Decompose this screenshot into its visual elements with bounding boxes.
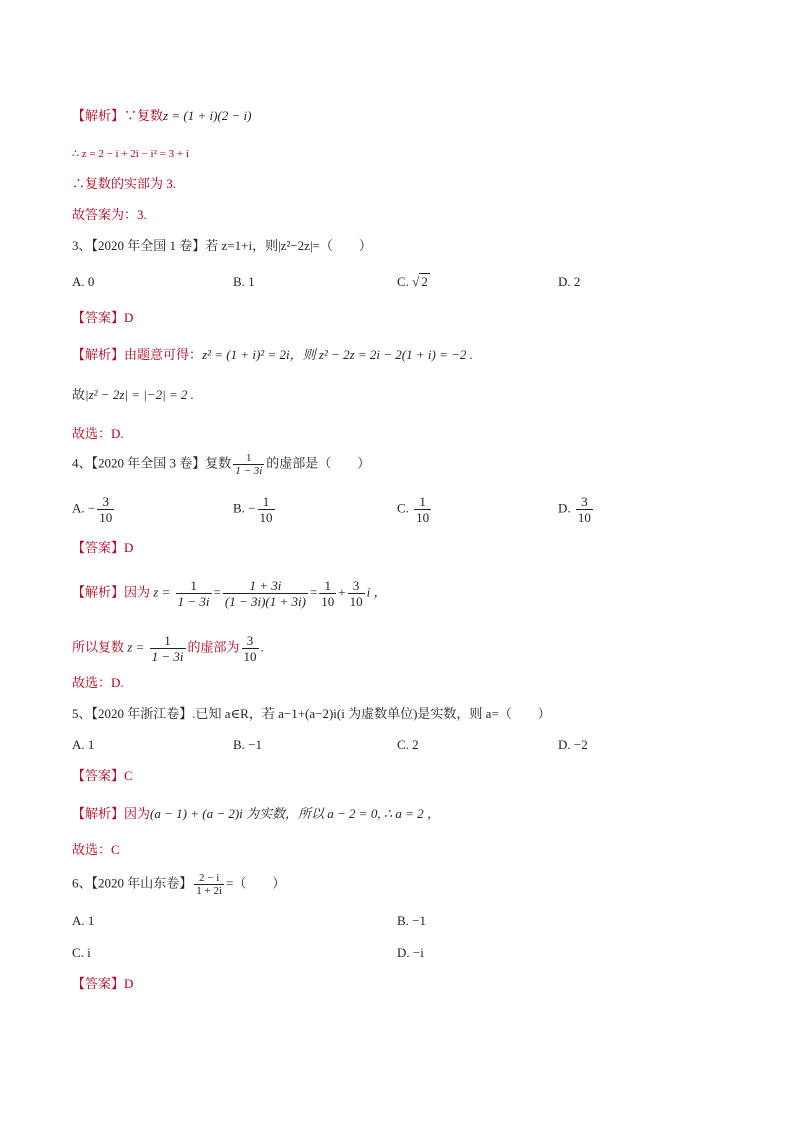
fraction: $\frac{1}{10}$ <box>259 494 273 525</box>
solution-conclusion: 故选：D. <box>72 675 124 690</box>
option-a: A. 1 <box>72 737 95 752</box>
fraction: $\frac{3}{10}$ <box>99 494 113 525</box>
fraction: $\frac{1}{1 - 3i}$ <box>151 633 184 664</box>
sqrt-symbol: √ 2 <box>412 274 428 289</box>
fraction: $\frac{1 + 3i}{(1 - 3i)(1 + 3i)}$ <box>224 578 306 609</box>
answer-line: 【答案】D <box>72 540 134 555</box>
question-3-stem: 3、【2020 年全国 1 卷】若 z=1+i，则|z²−2z|=（ ） <box>72 238 372 253</box>
fraction: $\frac{1}{10}$ <box>416 494 430 525</box>
option-c: C. √ 2 <box>397 272 430 292</box>
question-source-tag: 【2020 年全国 3 卷】 <box>91 455 206 471</box>
answer-value: C <box>124 768 133 783</box>
answer-line: 【答案】D <box>72 976 134 991</box>
option-b: B. 1 <box>233 274 255 289</box>
fraction: $\frac{3}{10}$ <box>243 633 257 664</box>
solution-line: 【解析】因为(a − 1) + (a − 2)i 为实数，所以 a − 2 = 0, ∴ a = 2 ， <box>72 806 440 821</box>
option-c: C. i <box>72 945 91 960</box>
solution-conclusion: 故选：D. <box>72 426 124 441</box>
option-b: B. −1 <box>397 913 427 928</box>
question-source-tag: 【2020 年山东卷】 <box>91 875 193 891</box>
solution-line: 故|z² − 2z| = |−2| = 2 . <box>72 387 194 402</box>
solution-line: ∴复数的实部为 3. <box>72 176 177 191</box>
question-source-tag: 【2020 年全国 1 卷】 <box>91 238 206 253</box>
question-source-tag: 【2020 年浙江卷】 <box>91 706 193 721</box>
option-d: D. 2 <box>558 274 581 289</box>
fraction: $\frac{1}{10}$ <box>321 578 335 609</box>
answer-line <box>72 308 133 328</box>
option-a: A. 1 <box>72 913 95 928</box>
solution-line: ∴ z = 2 − i + 2i − i² = 3 + i <box>72 148 189 160</box>
daan-label: 【答案】 <box>72 310 125 325</box>
option-d: D. −2 <box>558 737 588 752</box>
option-d: D. $\frac{3}{10}$ <box>558 494 591 525</box>
question-5-stem: 5、【2020 年浙江卷】.已知 a∈R，若 a−1+(a−2)i(i 为虚数单位)是实数，则 a=（ ） <box>72 706 551 721</box>
option-a: A. − $\frac{3}{10}$ <box>72 494 113 525</box>
answer-value: D <box>124 310 134 325</box>
solution-line: 【解析】∵复数z = (1 + i)(2 − i) <box>72 108 252 123</box>
question-4-stem: 4、【2020 年全国 3 卷】复数 $\frac{1}{1 - 3i}$ 的虚部是（ ） <box>72 452 371 477</box>
option-c: C. 2 <box>397 737 419 752</box>
solution-conclusion: 故答案为：3. <box>72 207 147 222</box>
solution-line: 【解析】因为 z = $\frac{1}{1 - 3i}$ = $\frac{1 + 3i}{(1 - 3i)(1 + 3i)}$ = $\frac{1}{10}$ + $\frac{3}{10}$ i ， <box>72 578 387 609</box>
option-b: B. −1 <box>233 737 263 752</box>
option-a: A. 0 <box>72 274 95 289</box>
fraction: $\frac{1}{1 - 3i}$ <box>235 452 263 477</box>
answer-line: 【答案】C <box>72 768 133 783</box>
option-b: B. − $\frac{1}{10}$ <box>233 494 273 525</box>
fraction: $\frac{3}{10}$ <box>349 578 363 609</box>
answer-value: D <box>124 540 134 555</box>
solution-line: 所以复数 z = $\frac{1}{1 - 3i}$ 的虚部为 $\frac{3}{10}$ . <box>72 633 264 664</box>
option-c: C. $\frac{1}{10}$ <box>397 494 430 525</box>
answer-value: D <box>124 976 134 991</box>
fraction: $\frac{2 - i}{1 + 2i}$ <box>196 872 223 897</box>
question-6-stem: 6、【2020 年山东卷】 $\frac{2 - i}{1 + 2i}$ =（ ） <box>72 872 286 897</box>
fraction: $\frac{3}{10}$ <box>577 494 591 525</box>
option-d: D. −i <box>397 945 424 960</box>
jiexi-label: 【解析】 <box>72 108 125 123</box>
solution-conclusion: 故选：C <box>72 842 120 857</box>
fraction: $\frac{1}{1 - 3i}$ <box>177 578 210 609</box>
solution-line: 【解析】由题意可得：z² = (1 + i)² = 2i，则 z² − 2z = 2i − 2(1 + i) = −2 . <box>72 347 473 362</box>
